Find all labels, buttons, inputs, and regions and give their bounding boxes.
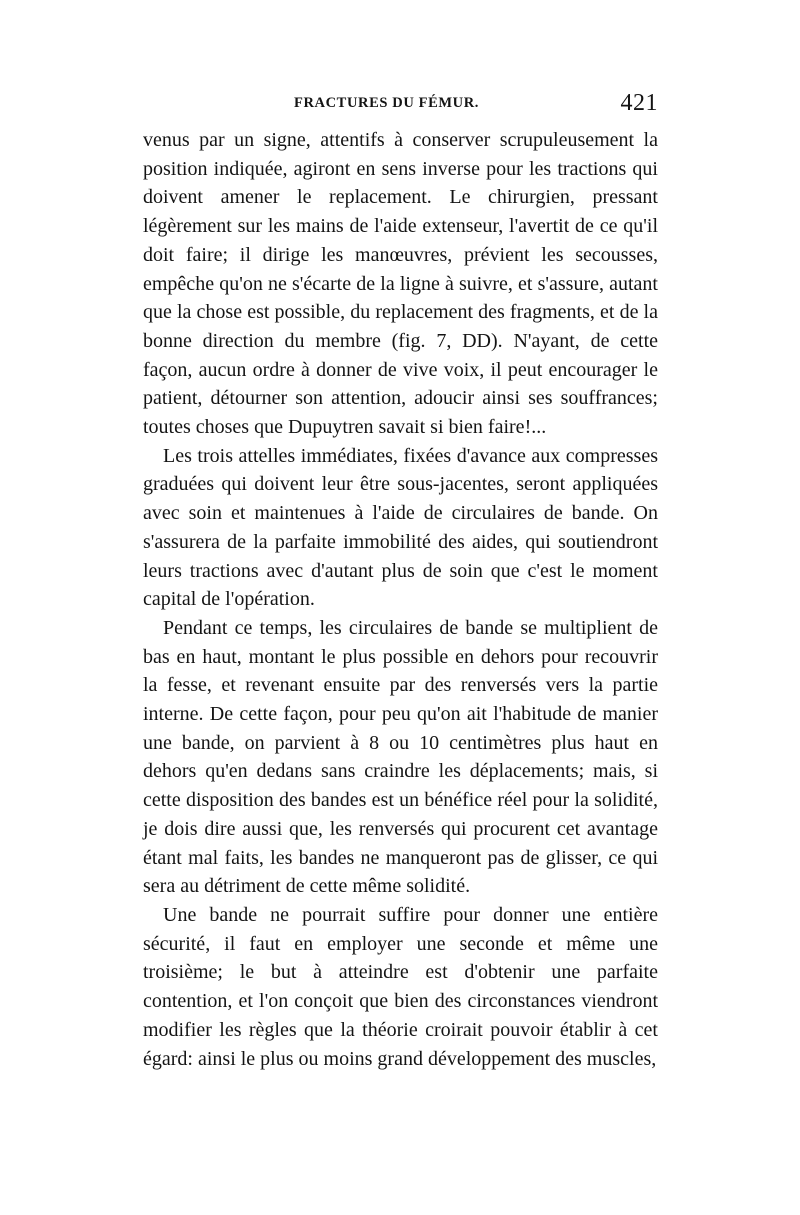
body-text: [143, 126, 658, 1073]
running-title: FRACTURES DU FÉMUR.: [294, 95, 479, 111]
page-number: 421: [620, 90, 658, 116]
paragraph-continuation: venus par un signe, attentifs à conserver scrupuleusement la position indiquée, agiront en sens inverse pour les tractions qui doivent amener le replacement. Le chirurgien, pressant légèrement sur les mains de l'aide extenseur, l'avertit de ce qu'il doit faire; il dirige les manœuvres, prévient les secousses, empêche qu'on ne s'écarte de la ligne à suivre, et s'assure, autant que la chose est possible, du replacement des fragments, et de la bonne direction du membre (fig. 7, DD). N'ayant, de cette façon, aucun ordre à donner de vive voix, il peut encourager le patient, détourner son attention, adoucir ainsi ses souffrances; toutes choses que Dupuytren savait si bien faire!...: [143, 129, 658, 439]
paragraph: Pendant ce temps, les circulaires de bande se multiplient de bas en haut, montant le plus possible en dehors pour recouvrir la fesse, et revenant ensuite par des renversés vers la partie interne. De cette façon, pour peu qu'on ait l'habitude de manier une bande, on parvient à 8 ou 10 centimètres plus haut en dehors qu'en dedans sans craindre les déplacements; mais, si cette disposition des bandes est un bénéfice réel pour la solidité, je dois dire aussi que, les renversés qui procurent cet avantage étant mal faits, les bandes ne manqueront pas de glisser, ce qui sera au détriment de cette même solidité.: [143, 616, 658, 898]
running-head: [143, 90, 658, 119]
paragraph: Une bande ne pourrait suffire pour donner une entière sécurité, il faut en employer une seconde et même une troisième; le but à atteindre est d'obtenir une parfaite contention, et l'on conçoit que bien des circonstances viendront modifier les règles que la théorie croirait pouvoir établir à cet égard: ainsi le plus ou moins grand développement des muscles,: [143, 903, 658, 1070]
paragraph: Les trois attelles immédiates, fixées d'avance aux compresses graduées qui doivent leur être sous-jacentes, seront appliquées avec soin et maintenues à l'aide de circulaires de bande. On s'assurera de la parfaite immobilité des aides, qui soutiendront leurs tractions avec d'autant plus de soin que c'est le moment capital de l'opération.: [143, 444, 658, 611]
